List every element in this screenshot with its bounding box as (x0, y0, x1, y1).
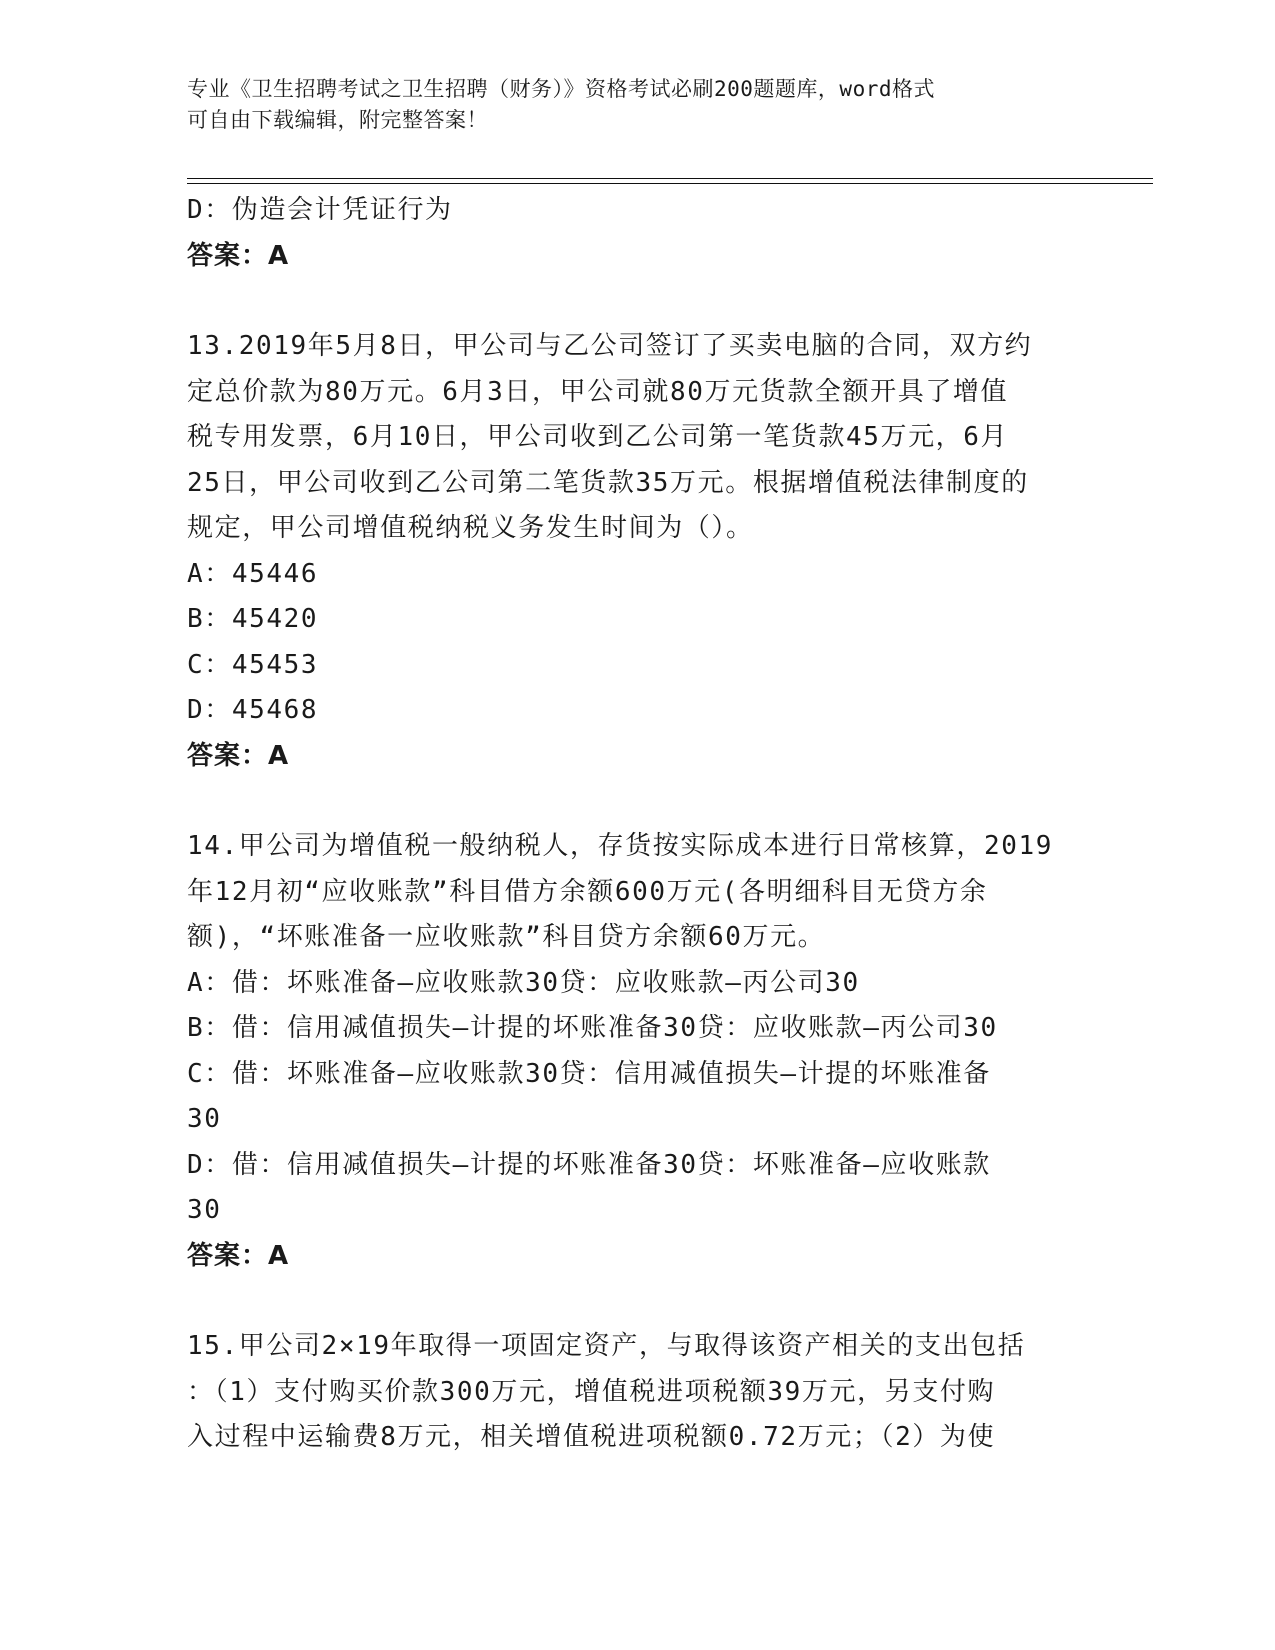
q13-stem-line: 规定，甲公司增值税纳税义务发生时间为（）。 (187, 513, 754, 543)
spacer (187, 279, 1087, 324)
q14-option-c: C：借：坏账准备—应收账款30贷：信用减值损失—计提的坏账准备 (187, 1058, 991, 1089)
q13-stem-line: 税专用发票，6月10日，甲公司收到乙公司第一笔货款45万元，6月 (187, 422, 1009, 452)
page-header (187, 74, 1067, 136)
q15-stem-line: 15.甲公司2×19年取得一项固定资产，与取得该资产相关的支出包括 (187, 1331, 1026, 1361)
question-13 (187, 324, 1087, 779)
question-14 (187, 824, 1087, 1279)
spacer (187, 779, 1087, 824)
q14-option-d-cont: 30 (187, 1195, 222, 1225)
question-15 (187, 1324, 1087, 1461)
q15-stem-line: 入过程中运输费8万元，相关增值税进项税额0.72万元；（2）为使 (187, 1422, 996, 1452)
spacer (187, 1279, 1087, 1324)
question-content (187, 188, 1087, 1461)
q14-option-c-cont: 30 (187, 1104, 222, 1134)
q14-answer: 答案：A (187, 1240, 290, 1271)
q13-answer: 答案：A (187, 740, 290, 771)
q14-option-b: B：借：信用减值损失—计提的坏账准备30贷：应收账款—丙公司30 (187, 1013, 998, 1043)
q13-stem-line: 定总价款为80万元。6月3日，甲公司就80万元货款全额开具了增值 (187, 376, 1009, 407)
q14-option-d: D：借：信用减值损失—计提的坏账准备30贷：坏账准备—应收账款 (187, 1149, 991, 1180)
q14-stem-line: 额)，“坏账准备一应收账款”科目贷方余额60万元。 (187, 922, 826, 952)
q13-stem-line: 25日，甲公司收到乙公司第二笔货款35万元。根据增值税法律制度的 (187, 467, 1029, 498)
q13-option-d: D：45468 (187, 695, 319, 725)
q14-stem-line: 年12月初“应收账款”科目借方余额600万元(各明细科目无贷方余 (187, 876, 988, 907)
q13-option-b: B：45420 (187, 604, 319, 634)
q14-stem-line: 14.甲公司为增值税一般纳税人，存货按实际成本进行日常核算，2019 (187, 831, 1053, 861)
q13-stem-line: 13.2019年5月8日，甲公司与乙公司签订了买卖电脑的合同，双方约 (187, 331, 1033, 361)
q15-stem-line: ：（1）支付购买价款300万元，增值税进项税额39万元，另支付购 (187, 1376, 996, 1407)
header-line-2: 可自由下载编辑，附完整答案！ (187, 108, 488, 132)
q12-option-d: D：伪造会计凭证行为 (187, 195, 453, 225)
q12-answer: 答案：A (187, 240, 290, 271)
q14-option-a: A：借：坏账准备—应收账款30贷：应收账款—丙公司30 (187, 967, 860, 998)
header-double-rule (187, 178, 1153, 184)
q13-option-a: A：45446 (187, 558, 319, 589)
header-line-1: 专业《卫生招聘考试之卫生招聘（财务）》资格考试必刷200题题库，word格式 (187, 77, 935, 101)
q13-option-c: C：45453 (187, 649, 319, 680)
